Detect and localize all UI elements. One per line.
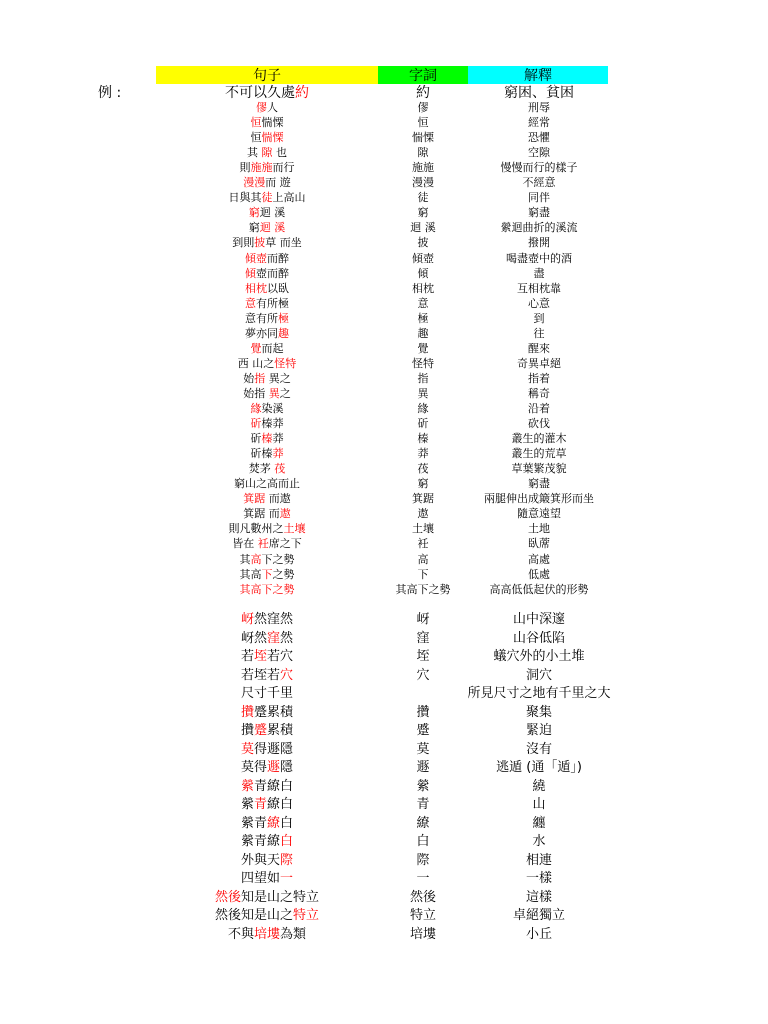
- sentence-cell: [156, 907, 378, 925]
- explanation-cell: 互相枕靠: [517, 281, 561, 295]
- highlighted-text: 披: [254, 236, 266, 250]
- sentence-cell: [156, 281, 378, 296]
- highlighted-text: 施施: [250, 161, 273, 175]
- explanation-cell: 撥開: [528, 236, 550, 250]
- highlighted-text: 高: [250, 552, 262, 566]
- explanation-cell: 這樣: [525, 889, 552, 905]
- word-cell: 趣: [417, 326, 429, 340]
- sentence-cell: [156, 356, 378, 371]
- word-cell: 攢: [416, 704, 430, 720]
- sentence-text: 山之高而止: [245, 477, 300, 491]
- sentence-cell: [156, 205, 378, 220]
- explanation-cell: 盡: [533, 266, 545, 280]
- sentence-cell: [156, 506, 378, 521]
- sentence-text: 日與其: [228, 191, 262, 205]
- explanation-cell: 經常: [528, 116, 550, 130]
- word-cell: 隙: [417, 146, 429, 160]
- sentence-text: 然後知是山之: [214, 908, 293, 923]
- explanation-cell: 小丘: [525, 926, 552, 942]
- explanation-cell: 山: [532, 797, 546, 812]
- highlighted-text: 榛: [261, 432, 273, 446]
- explanation-cell: 洞穴: [525, 667, 552, 683]
- highlighted-text: 覺: [250, 341, 262, 355]
- highlighted-text: 窮: [248, 206, 260, 220]
- explanation-cell: 喝盡壺中的酒: [506, 251, 572, 265]
- highlighted-text: 徒: [261, 191, 273, 205]
- sentence-text: 夢亦同: [245, 326, 278, 340]
- sentence-text: 斫: [250, 432, 262, 446]
- sentence-cell: [156, 386, 378, 401]
- sentence-text: 異之: [265, 371, 291, 385]
- explanation-cell: 醒來: [528, 341, 550, 355]
- highlighted-text: 意: [245, 296, 256, 310]
- sentence-text: 恒: [250, 131, 262, 145]
- word-cell: 窮: [417, 477, 429, 491]
- explanation-cell: 空隙: [528, 146, 550, 160]
- highlighted-text: 岈: [240, 612, 254, 627]
- sentence-text: 外與天: [240, 852, 280, 868]
- word-cell: 極: [417, 311, 429, 325]
- highlighted-text: 傾壺: [245, 251, 267, 265]
- header-word: 字詞: [378, 66, 468, 84]
- sentence-text: 始: [243, 371, 255, 385]
- highlighted-text: 土壤: [283, 522, 306, 536]
- explanation-cell: 土地: [528, 522, 550, 536]
- word-cell: 相枕: [412, 281, 434, 295]
- highlighted-text: 僇: [256, 101, 267, 114]
- sentence-cell: [156, 926, 378, 944]
- explanation-cell: 蟻穴外的小土堆: [493, 649, 585, 664]
- word-cell: 緣: [417, 402, 429, 415]
- word-cell: 茷: [417, 462, 429, 476]
- sentence-text: 則: [239, 161, 251, 175]
- sentence-cell: [156, 685, 378, 703]
- sentence-cell: [156, 446, 378, 461]
- sentence-cell: [156, 431, 378, 446]
- sentence-cell: [156, 190, 378, 205]
- explanation-cell: 到: [533, 311, 545, 325]
- explanation-cell: 繞: [532, 778, 546, 794]
- sentence-text: 岈然: [240, 630, 267, 646]
- sentence-cell: [156, 266, 378, 281]
- sentence-text: 為類: [280, 926, 307, 942]
- highlighted-text: 窪: [266, 630, 280, 646]
- sentence-cell: [156, 815, 378, 833]
- sentence-text: 窮: [234, 477, 245, 491]
- highlighted-text: 青: [253, 797, 267, 812]
- explanation-cell: 奇異卓絕: [517, 356, 561, 370]
- sentence-text: 其: [239, 552, 251, 566]
- sentence-text: 惴慄: [261, 116, 284, 130]
- word-cell: 迴 溪: [410, 221, 436, 235]
- header-sentence: 句子: [156, 66, 378, 84]
- word-cell: 際: [416, 852, 430, 868]
- explanation-cell: 緊迫: [525, 723, 552, 738]
- sentence-text: 繚白: [267, 797, 294, 812]
- highlighted-text: 蹙: [253, 723, 267, 738]
- sentence-cell: [156, 175, 378, 190]
- example-label: 例 :: [98, 85, 122, 101]
- sentence-cell: [156, 311, 378, 326]
- sentence-cell: [156, 567, 378, 582]
- highlighted-text: 異: [268, 386, 280, 400]
- explanation-cell: 沿着: [528, 402, 550, 415]
- sentence-text: 縈青: [240, 815, 267, 831]
- sentence-cell: [156, 401, 378, 416]
- sentence-cell: [156, 521, 378, 536]
- explanation-cell: 所見尺寸之地有千里之大: [467, 686, 611, 701]
- sentence-text: 尺寸千里: [240, 686, 293, 701]
- sentence-cell: [156, 160, 378, 175]
- sentence-text: 人: [267, 101, 278, 114]
- sentence-cell: [156, 416, 378, 431]
- sentence-cell: [156, 220, 378, 235]
- sentence-text: 斫榛: [250, 447, 273, 461]
- highlighted-text: 指: [254, 371, 266, 385]
- sentence-cell: [156, 852, 378, 870]
- word-cell: 惴慄: [412, 131, 434, 145]
- word-cell: 蹙: [416, 723, 430, 738]
- sentence-cell: [156, 100, 378, 115]
- highlighted-text: 趣: [278, 326, 289, 340]
- sentence-text: 其: [247, 146, 262, 160]
- highlighted-text: 衽: [257, 537, 269, 551]
- sentence-text: 莫得: [240, 760, 267, 775]
- highlighted-text: 怪特: [274, 356, 297, 370]
- word-cell: 莽: [417, 447, 429, 461]
- sentence-cell: [156, 341, 378, 356]
- explanation-cell: 砍伐: [528, 417, 550, 431]
- sentence-text: 若穴: [267, 649, 294, 664]
- word-cell: 覺: [417, 341, 429, 355]
- sentence-cell: [156, 870, 378, 888]
- sentence-cell: [156, 296, 378, 311]
- sentence-cell: [156, 461, 378, 476]
- header-explanation: 解釋: [468, 66, 608, 84]
- sentence-text: 四望如: [240, 871, 280, 886]
- word-cell: 白: [416, 834, 430, 849]
- sentence-cell: [156, 796, 378, 814]
- highlighted-text: 然後: [214, 889, 241, 905]
- word-cell: 垤: [416, 649, 430, 664]
- word-cell: 約: [416, 85, 430, 101]
- highlighted-text: 相枕: [245, 281, 267, 295]
- highlighted-text: 其高下之勢: [239, 582, 295, 596]
- highlighted-text: 迴 溪: [259, 221, 286, 235]
- sentence-text: 攢: [240, 723, 254, 738]
- word-cell: 土壤: [412, 522, 434, 536]
- explanation-cell: 窮困、貧困: [504, 85, 574, 101]
- word-cell: 窮: [417, 206, 429, 220]
- word-cell: 遯: [416, 760, 430, 775]
- sentence-text: 意有所: [245, 311, 278, 325]
- highlighted-text: 縈: [240, 778, 254, 794]
- sentence-text: 壺而醉: [256, 266, 289, 280]
- sentence-text: 而行: [272, 161, 295, 175]
- sentence-text: 以臥: [267, 281, 289, 295]
- sentence-text: 迴 溪: [259, 206, 286, 220]
- sentence-text: 若: [240, 649, 254, 664]
- highlighted-text: 垤: [253, 649, 267, 664]
- word-cell: 穴: [416, 667, 430, 683]
- word-cell: 指: [417, 371, 429, 385]
- word-cell: 一: [416, 871, 430, 886]
- highlighted-text: 遯: [266, 760, 280, 775]
- explanation-cell: 山中深邃: [512, 612, 565, 627]
- word-cell: 莫: [416, 741, 430, 757]
- word-cell: 異: [417, 386, 429, 400]
- sentence-cell: [156, 741, 378, 759]
- sentence-text: 其高: [239, 567, 262, 581]
- explanation-cell: 兩腿伸出成簸箕形而坐: [484, 492, 594, 506]
- highlighted-text: 惴慄: [261, 131, 284, 145]
- explanation-cell: 纏: [532, 815, 546, 831]
- sentence-cell: [156, 667, 378, 685]
- highlighted-text: 繚: [266, 815, 280, 831]
- sentence-text: 然窪然: [254, 612, 294, 627]
- sentence-cell: [156, 326, 378, 341]
- sentence-text: 始指: [243, 386, 269, 400]
- word-cell: 傾壺: [412, 251, 434, 265]
- sentence-text: 若垤若: [240, 667, 280, 683]
- sentence-text: 知是山之特立: [241, 889, 320, 905]
- word-cell: 傾: [417, 266, 429, 280]
- explanation-cell: 高處: [528, 552, 550, 566]
- word-cell: 培塿: [409, 926, 436, 942]
- explanation-cell: 指着: [528, 371, 550, 385]
- sentence-cell: [156, 759, 378, 777]
- explanation-cell: 山谷低陷: [512, 630, 565, 646]
- sentence-text: 箕踞 而: [243, 507, 280, 521]
- highlighted-text: 莽: [272, 447, 284, 461]
- explanation-cell: 聚集: [525, 704, 552, 720]
- explanation-cell: 稱奇: [528, 386, 550, 400]
- highlighted-text: 緣: [250, 402, 262, 415]
- highlighted-text: 極: [278, 311, 289, 325]
- highlighted-text: 傾: [245, 266, 256, 280]
- explanation-cell: 叢生的荒草: [511, 447, 567, 461]
- word-cell: 縈: [416, 778, 430, 794]
- highlighted-text: 莫: [240, 741, 254, 757]
- explanation-cell: 慢慢而行的樣子: [500, 161, 578, 175]
- sentence-text: 然: [280, 630, 294, 646]
- sentence-cell: [156, 235, 378, 250]
- explanation-cell: 往: [533, 326, 545, 340]
- explanation-cell: 逃遁 (通「遁」): [496, 760, 582, 775]
- sentence-cell: [156, 536, 378, 551]
- highlighted-text: 恒: [250, 116, 262, 130]
- sentence-cell: [156, 630, 378, 648]
- sentence-cell: [156, 145, 378, 160]
- sentence-text: 而醉: [267, 251, 289, 265]
- explanation-cell: 相連: [525, 852, 552, 868]
- sentence-text: 縈: [240, 797, 254, 812]
- highlighted-text: 白: [280, 834, 294, 849]
- explanation-cell: 刑辱: [528, 101, 550, 114]
- sentence-cell: [156, 115, 378, 130]
- sentence-text: 染溪: [261, 402, 284, 415]
- sentence-text: 縈青繚: [240, 834, 280, 849]
- explanation-cell: 同伴: [528, 191, 550, 205]
- sentence-cell: [156, 889, 378, 907]
- word-cell: 然後: [409, 889, 436, 905]
- sentence-text: 不可以久處: [225, 85, 295, 101]
- sentence-text: 席之下: [268, 537, 302, 551]
- sentence-text: 下之勢: [261, 552, 295, 566]
- highlighted-text: 漫漫: [243, 176, 266, 190]
- sentence-text: 而遨: [265, 492, 291, 506]
- highlighted-text: 隙: [261, 146, 273, 160]
- highlighted-text: 遨: [279, 507, 291, 521]
- word-cell: 披: [417, 236, 429, 250]
- sentence-text: 青繚白: [254, 778, 294, 794]
- word-cell: 意: [417, 296, 429, 310]
- sentence-cell: [156, 611, 378, 629]
- highlighted-text: 際: [280, 852, 294, 868]
- explanation-cell: 水: [532, 834, 546, 849]
- sentence-cell: [156, 722, 378, 740]
- sentence-text: 莽: [272, 432, 284, 446]
- sentence-text: 而 遊: [265, 176, 291, 190]
- sentence-text: 隱: [280, 760, 294, 775]
- word-cell: 斫: [417, 417, 429, 431]
- sentence-text: 西 山之: [237, 356, 275, 370]
- highlighted-text: 下: [261, 567, 273, 581]
- explanation-cell: 不經意: [522, 176, 556, 190]
- word-cell: 衽: [417, 537, 429, 551]
- word-cell: 高: [417, 552, 429, 566]
- sentence-text: 焚茅: [248, 462, 275, 476]
- highlighted-text: 茷: [274, 462, 286, 476]
- word-cell: 繚: [416, 815, 430, 831]
- explanation-cell: 窮盡: [528, 206, 550, 220]
- sentence-text: 有所極: [256, 296, 289, 310]
- word-cell: 窪: [416, 630, 430, 646]
- word-cell: 特立: [409, 908, 436, 923]
- sentence-text: 之勢: [272, 567, 295, 581]
- explanation-cell: 叢生的灌木: [511, 432, 567, 446]
- sentence-text: 不與: [227, 926, 254, 942]
- explanation-cell: 隨意遠望: [517, 507, 561, 521]
- highlighted-text: 箕踞: [243, 492, 266, 506]
- sentence-text: 而起: [261, 341, 284, 355]
- sentence-text: 之: [279, 386, 291, 400]
- sentence-text: 則凡數州之: [228, 522, 284, 536]
- explanation-cell: 低處: [528, 567, 550, 581]
- word-cell: 箕踞: [412, 492, 434, 506]
- sentence-text: 累積: [267, 723, 294, 738]
- sentence-cell: [156, 251, 378, 266]
- explanation-cell: 沒有: [525, 741, 552, 757]
- word-cell: 恒: [417, 116, 429, 130]
- sentence-cell: [156, 491, 378, 506]
- sentence-cell: [156, 833, 378, 851]
- sentence-cell: [156, 130, 378, 145]
- sentence-cell: [156, 552, 378, 567]
- sentence-text: 窮: [248, 221, 260, 235]
- highlighted-text: 攢: [240, 704, 254, 720]
- highlighted-text: 一: [280, 871, 294, 886]
- sentence-cell: [156, 648, 378, 666]
- word-cell: 青: [416, 797, 430, 812]
- explanation-cell: 恐懼: [528, 131, 550, 145]
- highlighted-text: 斫: [250, 417, 262, 431]
- sentence-text: 上高山: [272, 191, 306, 205]
- sentence-text: 皆在: [232, 537, 258, 551]
- sentence-text: 也: [272, 146, 287, 160]
- highlighted-text: 穴: [280, 667, 294, 683]
- sentence-cell: [156, 476, 378, 491]
- sentence-cell: [156, 582, 378, 597]
- explanation-cell: 窮盡: [528, 477, 550, 491]
- word-cell: 下: [417, 567, 429, 581]
- explanation-cell: 心意: [528, 296, 550, 310]
- word-cell: 漫漫: [412, 176, 434, 190]
- explanation-cell: 縈迴曲折的溪流: [500, 221, 578, 235]
- word-cell: 岈: [416, 612, 430, 627]
- sentence-text: 到則: [232, 236, 255, 250]
- word-cell: 施施: [412, 161, 434, 175]
- explanation-cell: 高高低低起伏的形勢: [489, 582, 589, 596]
- word-cell: 遨: [417, 507, 429, 521]
- highlighted-text: 特立: [293, 908, 320, 923]
- highlighted-text: 培塿: [253, 926, 280, 942]
- word-cell: 僇: [417, 101, 429, 114]
- sentence-text: 得遯隱: [254, 741, 294, 757]
- word-cell: 怪特: [412, 356, 434, 370]
- explanation-cell: 草葉繁茂貌: [511, 462, 567, 476]
- explanation-cell: 臥蓆: [528, 537, 550, 551]
- word-cell: 榛: [417, 432, 429, 446]
- sentence-cell: [156, 371, 378, 386]
- word-cell: 其高下之勢: [395, 582, 451, 596]
- word-cell: 徒: [417, 191, 429, 205]
- explanation-cell: 一樣: [525, 871, 552, 886]
- explanation-cell: 卓絕獨立: [512, 908, 565, 923]
- sentence-text: 白: [280, 815, 294, 831]
- sentence-text: 草 而坐: [265, 236, 302, 250]
- sentence-cell: [156, 704, 378, 722]
- sentence-cell: [156, 778, 378, 796]
- highlighted-text: 約: [295, 85, 309, 101]
- sentence-text: 蹙累積: [254, 704, 294, 720]
- sentence-text: 榛莽: [261, 417, 284, 431]
